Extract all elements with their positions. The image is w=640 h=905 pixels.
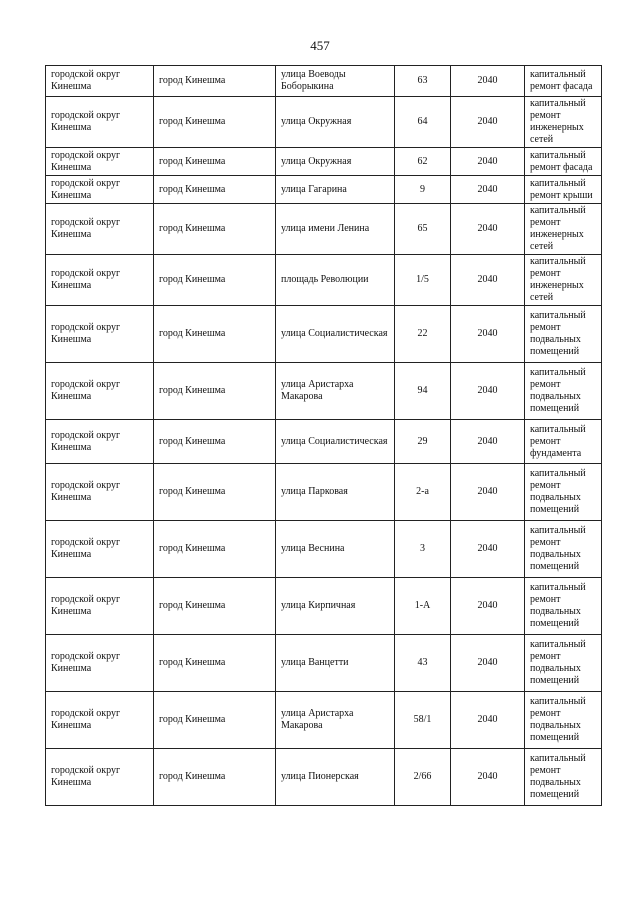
- cell-okrug: городской округ Кинешма: [46, 204, 154, 255]
- cell-year: 2040: [451, 204, 525, 255]
- cell-street: улица Воеводы Боборыкина: [276, 66, 395, 97]
- table-row: [46, 420, 602, 464]
- table-row: [46, 464, 602, 521]
- cell-year: 2040: [451, 578, 525, 635]
- cell-city: город Кинешма: [154, 749, 276, 806]
- cell-house: 1/5: [395, 255, 451, 306]
- cell-year: 2040: [451, 148, 525, 176]
- cell-work: капитальный ремонт подвальных помещений: [525, 692, 602, 749]
- cell-okrug: городской округ Кинешма: [46, 692, 154, 749]
- cell-okrug: городской округ Кинешма: [46, 97, 154, 148]
- cell-house: 9: [395, 176, 451, 204]
- cell-okrug: городской округ Кинешма: [46, 521, 154, 578]
- cell-street: улица Аристарха Макарова: [276, 692, 395, 749]
- table-row: [46, 204, 602, 255]
- cell-street: улица Пионерская: [276, 749, 395, 806]
- page-number: 457: [310, 38, 330, 53]
- cell-work: капитальный ремонт подвальных помещений: [525, 749, 602, 806]
- cell-house: 64: [395, 97, 451, 148]
- cell-work: капитальный ремонт подвальных помещений: [525, 363, 602, 420]
- table-body: [46, 66, 602, 806]
- cell-okrug: городской округ Кинешма: [46, 66, 154, 97]
- cell-city: город Кинешма: [154, 176, 276, 204]
- cell-house: 1-А: [395, 578, 451, 635]
- cell-city: город Кинешма: [154, 578, 276, 635]
- cell-city: город Кинешма: [154, 97, 276, 148]
- cell-city: город Кинешма: [154, 521, 276, 578]
- table-row: [46, 692, 602, 749]
- cell-house: 2/66: [395, 749, 451, 806]
- table-row: [46, 97, 602, 148]
- cell-city: город Кинешма: [154, 255, 276, 306]
- cell-year: 2040: [451, 692, 525, 749]
- table-row: [46, 749, 602, 806]
- cell-city: город Кинешма: [154, 66, 276, 97]
- cell-work: капитальный ремонт фасада: [525, 148, 602, 176]
- cell-house: 3: [395, 521, 451, 578]
- cell-street: улица Окружная: [276, 148, 395, 176]
- cell-work: капитальный ремонт крыши: [525, 176, 602, 204]
- cell-year: 2040: [451, 97, 525, 148]
- cell-house: 29: [395, 420, 451, 464]
- cell-house: 62: [395, 148, 451, 176]
- cell-city: город Кинешма: [154, 306, 276, 363]
- table-row: [46, 66, 602, 97]
- cell-work: капитальный ремонт подвальных помещений: [525, 521, 602, 578]
- cell-street: улица Социалистическая: [276, 306, 395, 363]
- cell-year: 2040: [451, 464, 525, 521]
- cell-year: 2040: [451, 255, 525, 306]
- cell-work: капитальный ремонт подвальных помещений: [525, 635, 602, 692]
- repair-schedule-table: [45, 65, 602, 806]
- cell-year: 2040: [451, 176, 525, 204]
- cell-work: капитальный ремонт подвальных помещений: [525, 464, 602, 521]
- table-row: [46, 578, 602, 635]
- cell-street: улица Аристарха Макарова: [276, 363, 395, 420]
- cell-city: город Кинешма: [154, 420, 276, 464]
- cell-house: 94: [395, 363, 451, 420]
- cell-year: 2040: [451, 306, 525, 363]
- cell-city: город Кинешма: [154, 204, 276, 255]
- cell-year: 2040: [451, 66, 525, 97]
- cell-street: улица Кирпичная: [276, 578, 395, 635]
- cell-year: 2040: [451, 749, 525, 806]
- cell-okrug: городской округ Кинешма: [46, 635, 154, 692]
- cell-city: город Кинешма: [154, 692, 276, 749]
- cell-year: 2040: [451, 420, 525, 464]
- cell-street: улица Парковая: [276, 464, 395, 521]
- cell-house: 63: [395, 66, 451, 97]
- cell-year: 2040: [451, 521, 525, 578]
- table-row: [46, 363, 602, 420]
- cell-work: капитальный ремонт фасада: [525, 66, 602, 97]
- cell-work: капитальный ремонт инженерных сетей: [525, 255, 602, 306]
- cell-street: улица Социалистическая: [276, 420, 395, 464]
- cell-year: 2040: [451, 635, 525, 692]
- cell-okrug: городской округ Кинешма: [46, 363, 154, 420]
- cell-okrug: городской округ Кинешма: [46, 148, 154, 176]
- cell-house: 58/1: [395, 692, 451, 749]
- table-row: [46, 255, 602, 306]
- cell-okrug: городской округ Кинешма: [46, 420, 154, 464]
- cell-house: 2-а: [395, 464, 451, 521]
- cell-work: капитальный ремонт фундамента: [525, 420, 602, 464]
- cell-city: город Кинешма: [154, 635, 276, 692]
- cell-street: улица Веснина: [276, 521, 395, 578]
- cell-city: город Кинешма: [154, 464, 276, 521]
- cell-work: капитальный ремонт подвальных помещений: [525, 306, 602, 363]
- cell-okrug: городской округ Кинешма: [46, 578, 154, 635]
- cell-house: 43: [395, 635, 451, 692]
- cell-year: 2040: [451, 363, 525, 420]
- cell-street: улица Ванцетти: [276, 635, 395, 692]
- cell-okrug: городской округ Кинешма: [46, 255, 154, 306]
- cell-street: площадь Революции: [276, 255, 395, 306]
- cell-work: капитальный ремонт подвальных помещений: [525, 578, 602, 635]
- cell-work: капитальный ремонт инженерных сетей: [525, 204, 602, 255]
- cell-city: город Кинешма: [154, 363, 276, 420]
- cell-okrug: городской округ Кинешма: [46, 749, 154, 806]
- table-row: [46, 148, 602, 176]
- table-row: [46, 176, 602, 204]
- cell-okrug: городской округ Кинешма: [46, 176, 154, 204]
- table-row: [46, 521, 602, 578]
- cell-street: улица Гагарина: [276, 176, 395, 204]
- cell-okrug: городской округ Кинешма: [46, 464, 154, 521]
- cell-street: улица Окружная: [276, 97, 395, 148]
- cell-work: капитальный ремонт инженерных сетей: [525, 97, 602, 148]
- cell-street: улица имени Ленина: [276, 204, 395, 255]
- cell-house: 65: [395, 204, 451, 255]
- table-row: [46, 306, 602, 363]
- cell-city: город Кинешма: [154, 148, 276, 176]
- cell-house: 22: [395, 306, 451, 363]
- cell-okrug: городской округ Кинешма: [46, 306, 154, 363]
- table-row: [46, 635, 602, 692]
